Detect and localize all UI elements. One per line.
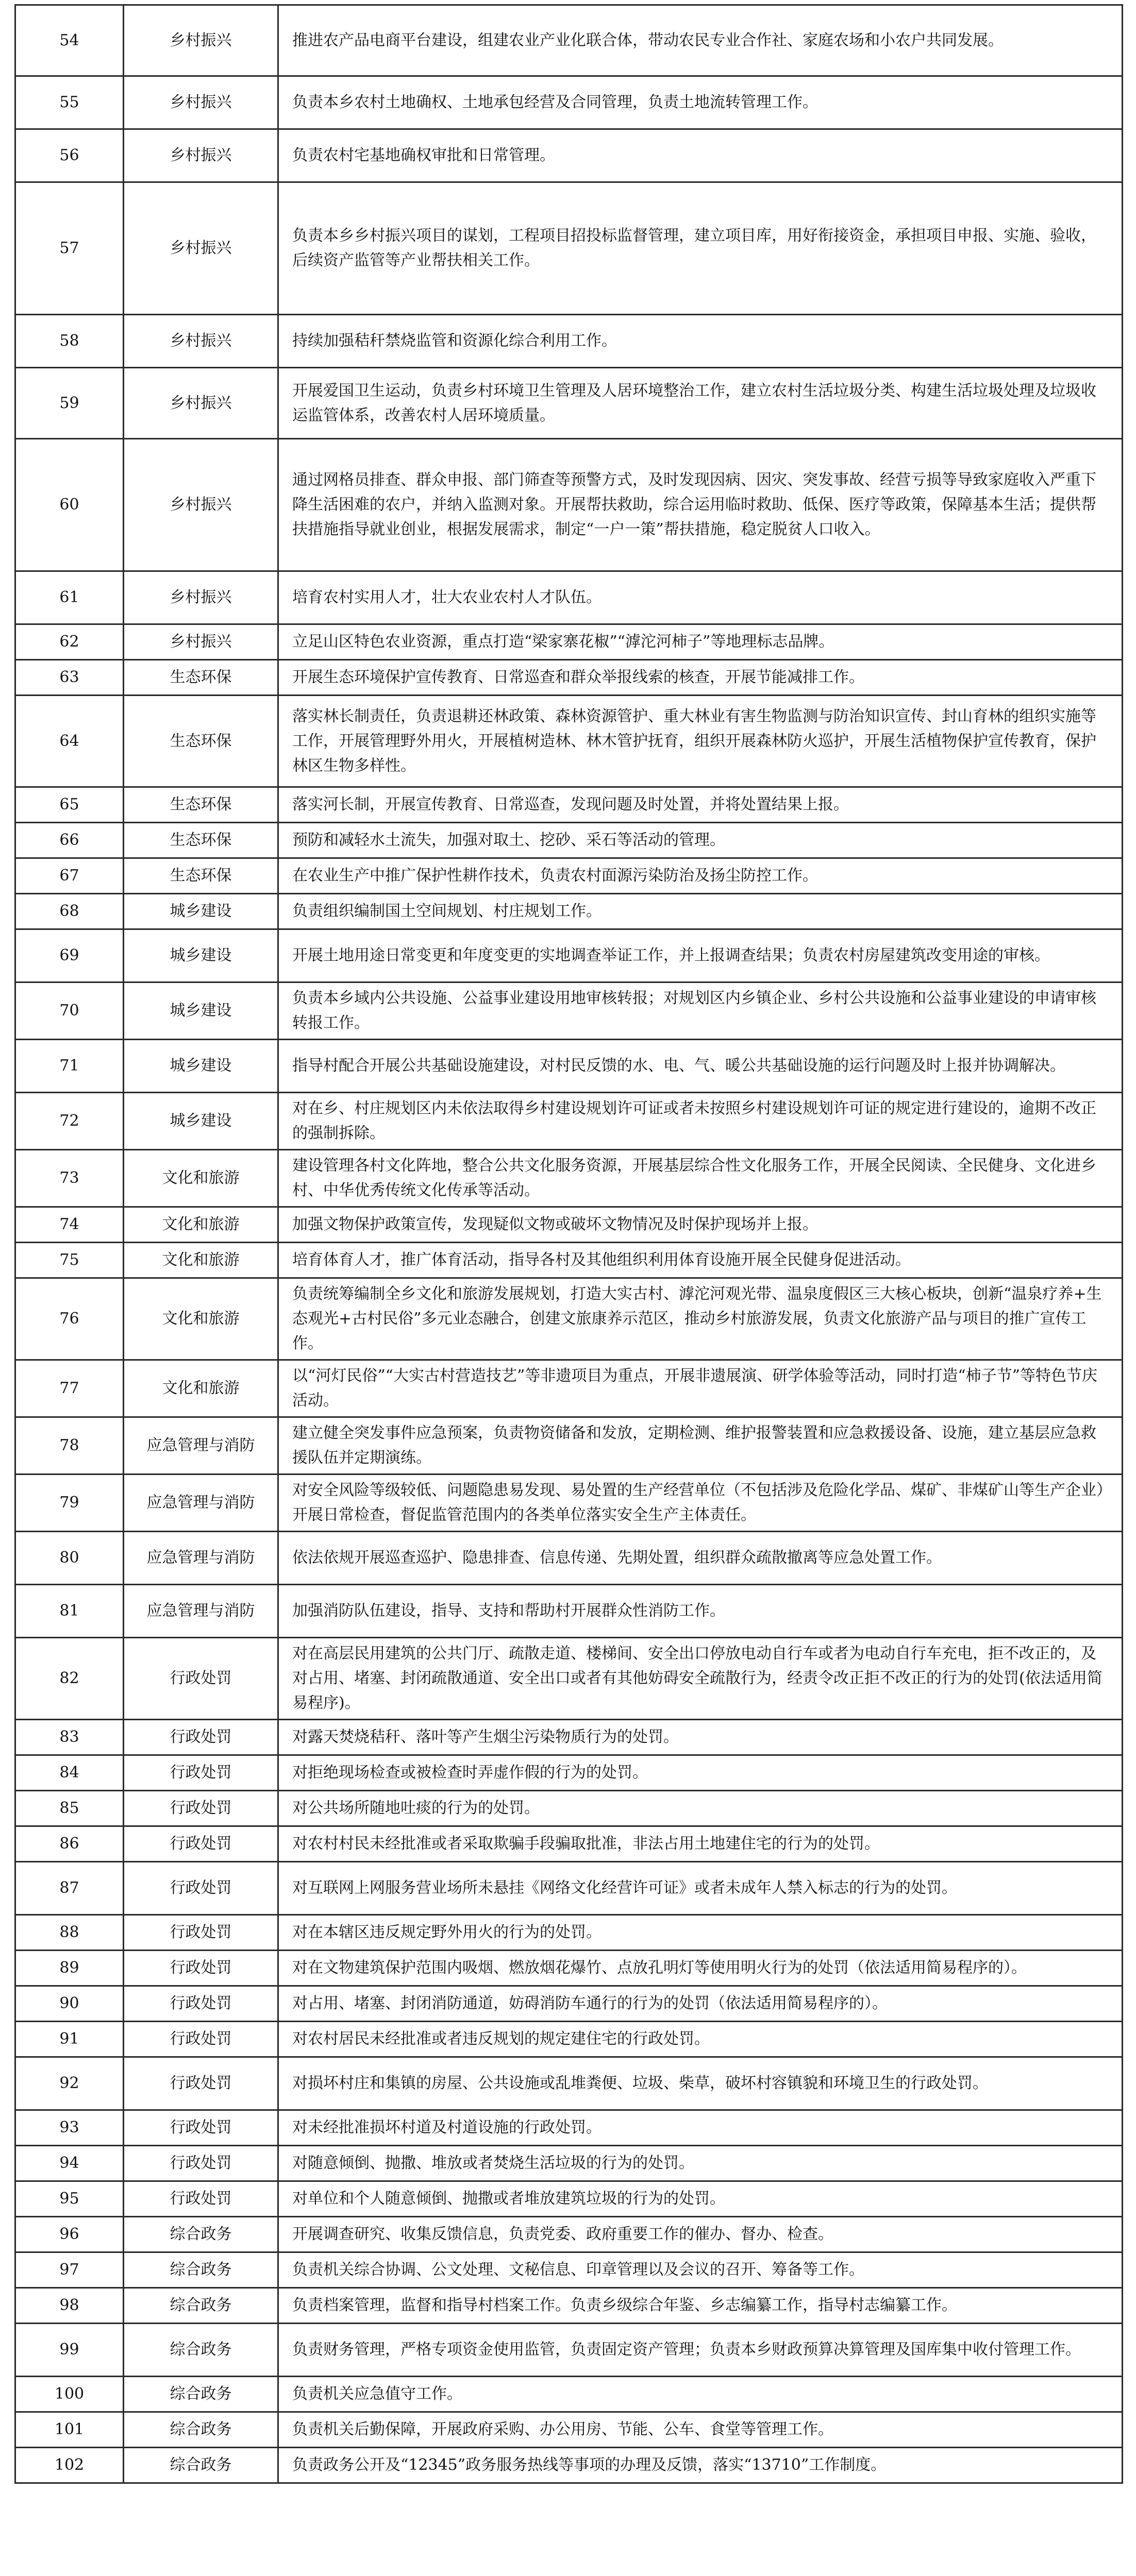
row-category: 行政处罚 xyxy=(124,1915,278,1951)
row-description: 开展土地用途日常变更和年度变更的实地调查举证工作，并上报调查结果；负责农村房屋建筑改变用途的审核。 xyxy=(278,929,1123,982)
row-number: 75 xyxy=(15,1243,124,1278)
table-row xyxy=(15,1040,1123,1093)
row-category: 应急管理与消防 xyxy=(124,1417,278,1475)
row-category: 生态环保 xyxy=(124,696,278,787)
row-category: 行政处罚 xyxy=(124,2022,278,2057)
row-category: 行政处罚 xyxy=(124,2110,278,2146)
row-number: 92 xyxy=(15,2057,124,2110)
row-number: 56 xyxy=(15,129,124,182)
table-row xyxy=(15,1475,1123,1532)
row-category: 乡村振兴 xyxy=(124,76,278,129)
row-category: 行政处罚 xyxy=(124,1791,278,1826)
row-description: 负责档案管理，监督和指导村档案工作。负责乡级综合年鉴、乡志编纂工作，指导村志编纂工作。 xyxy=(278,2288,1123,2324)
row-number: 64 xyxy=(15,696,124,787)
table-row xyxy=(15,439,1123,571)
table-row xyxy=(15,2022,1123,2057)
row-description: 加强文物保护政策宣传，发现疑似文物或破坏文物情况及时保护现场并上报。 xyxy=(278,1207,1123,1243)
table-row xyxy=(15,1278,1123,1360)
row-description: 开展调查研究、收集反馈信息，负责党委、政府重要工作的催办、督办、检查。 xyxy=(278,2217,1123,2252)
row-category: 行政处罚 xyxy=(124,1862,278,1915)
row-number: 61 xyxy=(15,571,124,624)
row-category: 行政处罚 xyxy=(124,1638,278,1720)
row-category: 城乡建设 xyxy=(124,1040,278,1093)
row-category: 文化和旅游 xyxy=(124,1243,278,1278)
row-description: 负责政务公开及“12345”政务服务热线等事项的办理及反馈，落实“13710”工作制度。 xyxy=(278,2448,1123,2483)
row-description: 加强消防队伍建设，指导、支持和帮助村开展群众性消防工作。 xyxy=(278,1585,1123,1638)
row-category: 城乡建设 xyxy=(124,1093,278,1150)
table-row xyxy=(15,929,1123,982)
table-row xyxy=(15,2288,1123,2324)
row-number: 77 xyxy=(15,1360,124,1417)
row-number: 68 xyxy=(15,894,124,929)
table-row xyxy=(15,2181,1123,2217)
row-description: 负责本乡域内公共设施、公益事业建设用地审核转报；对规划区内乡镇企业、乡村公共设施和公益事业建设的申请审核转报工作。 xyxy=(278,982,1123,1040)
row-description: 以“河灯民俗”“大实古村营造技艺”等非遗项目为重点，开展非遗展演、研学体验等活动，同时打造“柿子节”等特色节庆活动。 xyxy=(278,1360,1123,1417)
duty-list-document xyxy=(14,4,1122,2484)
row-number: 99 xyxy=(15,2324,124,2377)
row-description: 培育农村实用人才，壮大农业农村人才队伍。 xyxy=(278,571,1123,624)
table-row xyxy=(15,982,1123,1040)
table-row xyxy=(15,1150,1123,1207)
row-number: 84 xyxy=(15,1755,124,1791)
row-number: 87 xyxy=(15,1862,124,1915)
row-description: 对互联网上网服务营业场所未悬挂《网络文化经营许可证》或者未成年人禁入标志的行为的处罚。 xyxy=(278,1862,1123,1915)
row-category: 综合政务 xyxy=(124,2252,278,2288)
row-number: 69 xyxy=(15,929,124,982)
row-description: 在农业生产中推广保护性耕作技术，负责农村面源污染防治及扬尘防控工作。 xyxy=(278,858,1123,894)
table-row xyxy=(15,1360,1123,1417)
table-row xyxy=(15,1755,1123,1791)
row-description: 对拒绝现场检查或被检查时弄虚作假的行为的处罚。 xyxy=(278,1755,1123,1791)
row-description: 对在本辖区违反规定野外用火的行为的处罚。 xyxy=(278,1915,1123,1951)
row-number: 101 xyxy=(15,2412,124,2448)
row-number: 76 xyxy=(15,1278,124,1360)
table-row xyxy=(15,368,1123,439)
row-description: 负责统筹编制全乡文化和旅游发展规划，打造大实古村、滹沱河观光带、温泉度假区三大核心板块，创新“温泉疗养+生态观光+古村民俗”多元业态融合，创建文旅康养示范区，推动乡村旅游发展，负责文化旅游产品与项目的推广宣传工作。 xyxy=(278,1278,1123,1360)
row-description: 持续加强秸秆禁烧监管和资源化综合利用工作。 xyxy=(278,315,1123,368)
table-row xyxy=(15,1417,1123,1475)
row-category: 综合政务 xyxy=(124,2288,278,2324)
row-description: 负责机关后勤保障，开展政府采购、办公用房、节能、公车、食堂等管理工作。 xyxy=(278,2412,1123,2448)
table-row xyxy=(15,2324,1123,2377)
table-row xyxy=(15,823,1123,858)
table-row xyxy=(15,315,1123,368)
table-row xyxy=(15,2057,1123,2110)
table-row xyxy=(15,1532,1123,1585)
row-category: 乡村振兴 xyxy=(124,129,278,182)
table-row xyxy=(15,1951,1123,1986)
row-category: 文化和旅游 xyxy=(124,1207,278,1243)
row-category: 生态环保 xyxy=(124,858,278,894)
table-row xyxy=(15,182,1123,315)
row-description: 对损坏村庄和集镇的房屋、公共设施或乱堆粪便、垃圾、柴草，破坏村容镇貌和环境卫生的行政处罚。 xyxy=(278,2057,1123,2110)
row-category: 综合政务 xyxy=(124,2217,278,2252)
row-number: 73 xyxy=(15,1150,124,1207)
row-category: 行政处罚 xyxy=(124,1951,278,1986)
row-number: 83 xyxy=(15,1720,124,1755)
row-category: 行政处罚 xyxy=(124,1720,278,1755)
row-description: 通过网格员排查、群众申报、部门筛查等预警方式，及时发现因病、因灾、突发事故、经营亏损等导致家庭收入严重下降生活困难的农户，并纳入监测对象。开展帮扶救助，综合运用临时救助、低保、医疗等政策，保障基本生活；提供帮扶措施指导就业创业，根据发展需求，制定“一户一策”帮扶措施，稳定脱贫人口收入。 xyxy=(278,439,1123,571)
row-category: 城乡建设 xyxy=(124,929,278,982)
row-number: 82 xyxy=(15,1638,124,1720)
table-row xyxy=(15,5,1123,76)
row-category: 应急管理与消防 xyxy=(124,1475,278,1532)
table-row xyxy=(15,76,1123,129)
row-description: 对在乡、村庄规划区内未依法取得乡村建设规划许可证或者未按照乡村建设规划许可证的规定进行建设的，逾期不改正的强制拆除。 xyxy=(278,1093,1123,1150)
row-description: 对农村村民未经批准或者采取欺骗手段骗取批准，非法占用土地建住宅的行为的处罚。 xyxy=(278,1826,1123,1862)
row-description: 依法依规开展巡查巡护、隐患排查、信息传递、先期处置，组织群众疏散撤离等应急处置工作。 xyxy=(278,1532,1123,1585)
table-row xyxy=(15,2412,1123,2448)
table-row xyxy=(15,2110,1123,2146)
duty-table xyxy=(14,4,1123,2484)
row-number: 54 xyxy=(15,5,124,76)
row-category: 行政处罚 xyxy=(124,1986,278,2022)
row-category: 文化和旅游 xyxy=(124,1360,278,1417)
row-description: 推进农产品电商平台建设，组建农业产业化联合体，带动农民专业合作社、家庭农场和小农户共同发展。 xyxy=(278,5,1123,76)
row-description: 落实河长制，开展宣传教育、日常巡查，发现问题及时处置，并将处置结果上报。 xyxy=(278,787,1123,823)
row-number: 81 xyxy=(15,1585,124,1638)
row-category: 乡村振兴 xyxy=(124,368,278,439)
duty-table-body xyxy=(15,5,1123,2483)
row-category: 行政处罚 xyxy=(124,1826,278,1862)
row-category: 乡村振兴 xyxy=(124,315,278,368)
row-category: 生态环保 xyxy=(124,787,278,823)
row-category: 乡村振兴 xyxy=(124,439,278,571)
row-number: 66 xyxy=(15,823,124,858)
row-number: 79 xyxy=(15,1475,124,1532)
table-row xyxy=(15,1826,1123,1862)
row-description: 对随意倾倒、抛撒、堆放或者焚烧生活垃圾的行为的处罚。 xyxy=(278,2146,1123,2181)
row-number: 97 xyxy=(15,2252,124,2288)
row-category: 行政处罚 xyxy=(124,2057,278,2110)
row-category: 应急管理与消防 xyxy=(124,1585,278,1638)
row-category: 应急管理与消防 xyxy=(124,1532,278,1585)
row-description: 负责农村宅基地确权审批和日常管理。 xyxy=(278,129,1123,182)
table-row xyxy=(15,894,1123,929)
table-row xyxy=(15,624,1123,660)
table-row xyxy=(15,1862,1123,1915)
table-row xyxy=(15,787,1123,823)
row-description: 负责组织编制国土空间规划、村庄规划工作。 xyxy=(278,894,1123,929)
row-category: 乡村振兴 xyxy=(124,5,278,76)
table-row xyxy=(15,1207,1123,1243)
row-category: 综合政务 xyxy=(124,2448,278,2483)
row-number: 85 xyxy=(15,1791,124,1826)
table-row xyxy=(15,1791,1123,1826)
row-number: 88 xyxy=(15,1915,124,1951)
row-description: 建设管理各村文化阵地，整合公共文化服务资源，开展基层综合性文化服务工作，开展全民阅读、全民健身、文化进乡村、中华优秀传统文化传承等活动。 xyxy=(278,1150,1123,1207)
row-description: 培育体育人才，推广体育活动，指导各村及其他组织利用体育设施开展全民健身促进活动。 xyxy=(278,1243,1123,1278)
row-description: 负责本乡农村土地确权、土地承包经营及合同管理，负责土地流转管理工作。 xyxy=(278,76,1123,129)
row-category: 行政处罚 xyxy=(124,2146,278,2181)
row-number: 93 xyxy=(15,2110,124,2146)
row-description: 建立健全突发事件应急预案，负责物资储备和发放，定期检测、维护报警装置和应急救援设备、设施，建立基层应急救援队伍并定期演练。 xyxy=(278,1417,1123,1475)
row-number: 74 xyxy=(15,1207,124,1243)
table-row xyxy=(15,696,1123,787)
row-number: 59 xyxy=(15,368,124,439)
row-number: 65 xyxy=(15,787,124,823)
row-number: 55 xyxy=(15,76,124,129)
row-description: 负责本乡乡村振兴项目的谋划，工程项目招投标监督管理，建立项目库，用好衔接资金，承担项目申报、实施、验收，后续资产监管等产业帮扶相关工作。 xyxy=(278,182,1123,315)
row-category: 城乡建设 xyxy=(124,982,278,1040)
row-number: 94 xyxy=(15,2146,124,2181)
row-description: 开展爱国卫生运动，负责乡村环境卫生管理及人居环境整治工作，建立农村生活垃圾分类、构建生活垃圾处理及垃圾收运监管体系，改善农村人居环境质量。 xyxy=(278,368,1123,439)
table-row xyxy=(15,2217,1123,2252)
row-description: 开展生态环境保护宣传教育、日常巡查和群众举报线索的核查，开展节能减排工作。 xyxy=(278,660,1123,696)
table-row xyxy=(15,2377,1123,2412)
row-category: 文化和旅游 xyxy=(124,1150,278,1207)
row-category: 乡村振兴 xyxy=(124,624,278,660)
table-row xyxy=(15,1638,1123,1720)
row-category: 文化和旅游 xyxy=(124,1278,278,1360)
table-row xyxy=(15,858,1123,894)
row-number: 95 xyxy=(15,2181,124,2217)
table-row xyxy=(15,1720,1123,1755)
row-category: 综合政务 xyxy=(124,2377,278,2412)
row-description: 对占用、堵塞、封闭消防通道，妨碍消防车通行的行为的处罚（依法适用简易程序的）。 xyxy=(278,1986,1123,2022)
row-number: 63 xyxy=(15,660,124,696)
row-number: 60 xyxy=(15,439,124,571)
table-row xyxy=(15,660,1123,696)
row-category: 乡村振兴 xyxy=(124,182,278,315)
row-number: 89 xyxy=(15,1951,124,1986)
row-description: 对公共场所随地吐痰的行为的处罚。 xyxy=(278,1791,1123,1826)
row-description: 对在高层民用建筑的公共门厅、疏散走道、楼梯间、安全出口停放电动自行车或者为电动自行车充电，拒不改正的，及对占用、堵塞、封闭疏散通道、安全出口或者有其他妨碍安全疏散行为，经责令改正拒不改正的行为的处罚(依法适用简易程序)。 xyxy=(278,1638,1123,1720)
table-row xyxy=(15,1093,1123,1150)
table-row xyxy=(15,2448,1123,2483)
row-number: 96 xyxy=(15,2217,124,2252)
row-category: 乡村振兴 xyxy=(124,571,278,624)
row-number: 72 xyxy=(15,1093,124,1150)
row-description: 对安全风险等级较低、问题隐患易发现、易处置的生产经营单位（不包括涉及危险化学品、煤矿、非煤矿山等生产企业）开展日常检查，督促监管范围内的各类单位落实安全生产主体责任。 xyxy=(278,1475,1123,1532)
row-number: 91 xyxy=(15,2022,124,2057)
row-description: 负责财务管理，严格专项资金使用监管，负责固定资产管理；负责本乡财政预算决算管理及国库集中收付管理工作。 xyxy=(278,2324,1123,2377)
row-category: 综合政务 xyxy=(124,2412,278,2448)
table-row xyxy=(15,2146,1123,2181)
row-number: 86 xyxy=(15,1826,124,1862)
row-number: 58 xyxy=(15,315,124,368)
row-description: 对露天焚烧秸秆、落叶等产生烟尘污染物质行为的处罚。 xyxy=(278,1720,1123,1755)
row-description: 负责机关综合协调、公文处理、文秘信息、印章管理以及会议的召开、筹备等工作。 xyxy=(278,2252,1123,2288)
row-description: 对单位和个人随意倾倒、抛撒或者堆放建筑垃圾的行为的处罚。 xyxy=(278,2181,1123,2217)
row-description: 立足山区特色农业资源，重点打造“梁家寨花椒”“滹沱河柿子”等地理标志品牌。 xyxy=(278,624,1123,660)
row-category: 行政处罚 xyxy=(124,1755,278,1791)
row-category: 城乡建设 xyxy=(124,894,278,929)
table-row xyxy=(15,1585,1123,1638)
row-description: 指导村配合开展公共基础设施建设，对村民反馈的水、电、气、暖公共基础设施的运行问题及时上报并协调解决。 xyxy=(278,1040,1123,1093)
row-category: 行政处罚 xyxy=(124,2181,278,2217)
row-number: 100 xyxy=(15,2377,124,2412)
row-description: 负责机关应急值守工作。 xyxy=(278,2377,1123,2412)
row-number: 90 xyxy=(15,1986,124,2022)
row-number: 70 xyxy=(15,982,124,1040)
row-category: 生态环保 xyxy=(124,660,278,696)
row-category: 综合政务 xyxy=(124,2324,278,2377)
table-row xyxy=(15,2252,1123,2288)
row-description: 落实林长制责任，负责退耕还林政策、森林资源管护、重大林业有害生物监测与防治知识宣传、封山育林的组织实施等工作，开展管理野外用火，开展植树造林、林木管护抚育，组织开展森林防火巡护，开展生活植物保护宣传教育，保护林区生物多样性。 xyxy=(278,696,1123,787)
row-description: 对未经批准损坏村道及村道设施的行政处罚。 xyxy=(278,2110,1123,2146)
table-row xyxy=(15,129,1123,182)
table-row xyxy=(15,571,1123,624)
row-description: 对农村居民未经批准或者违反规划的规定建住宅的行政处罚。 xyxy=(278,2022,1123,2057)
table-row xyxy=(15,1986,1123,2022)
row-description: 预防和减轻水土流失，加强对取土、挖砂、采石等活动的管理。 xyxy=(278,823,1123,858)
row-number: 78 xyxy=(15,1417,124,1475)
table-row xyxy=(15,1915,1123,1951)
row-number: 102 xyxy=(15,2448,124,2483)
table-row xyxy=(15,1243,1123,1278)
row-number: 71 xyxy=(15,1040,124,1093)
row-category: 生态环保 xyxy=(124,823,278,858)
row-number: 80 xyxy=(15,1532,124,1585)
row-number: 57 xyxy=(15,182,124,315)
row-number: 62 xyxy=(15,624,124,660)
row-number: 98 xyxy=(15,2288,124,2324)
row-description: 对在文物建筑保护范围内吸烟、燃放烟花爆竹、点放孔明灯等使用明火行为的处罚（依法适用简易程序的）。 xyxy=(278,1951,1123,1986)
row-number: 67 xyxy=(15,858,124,894)
